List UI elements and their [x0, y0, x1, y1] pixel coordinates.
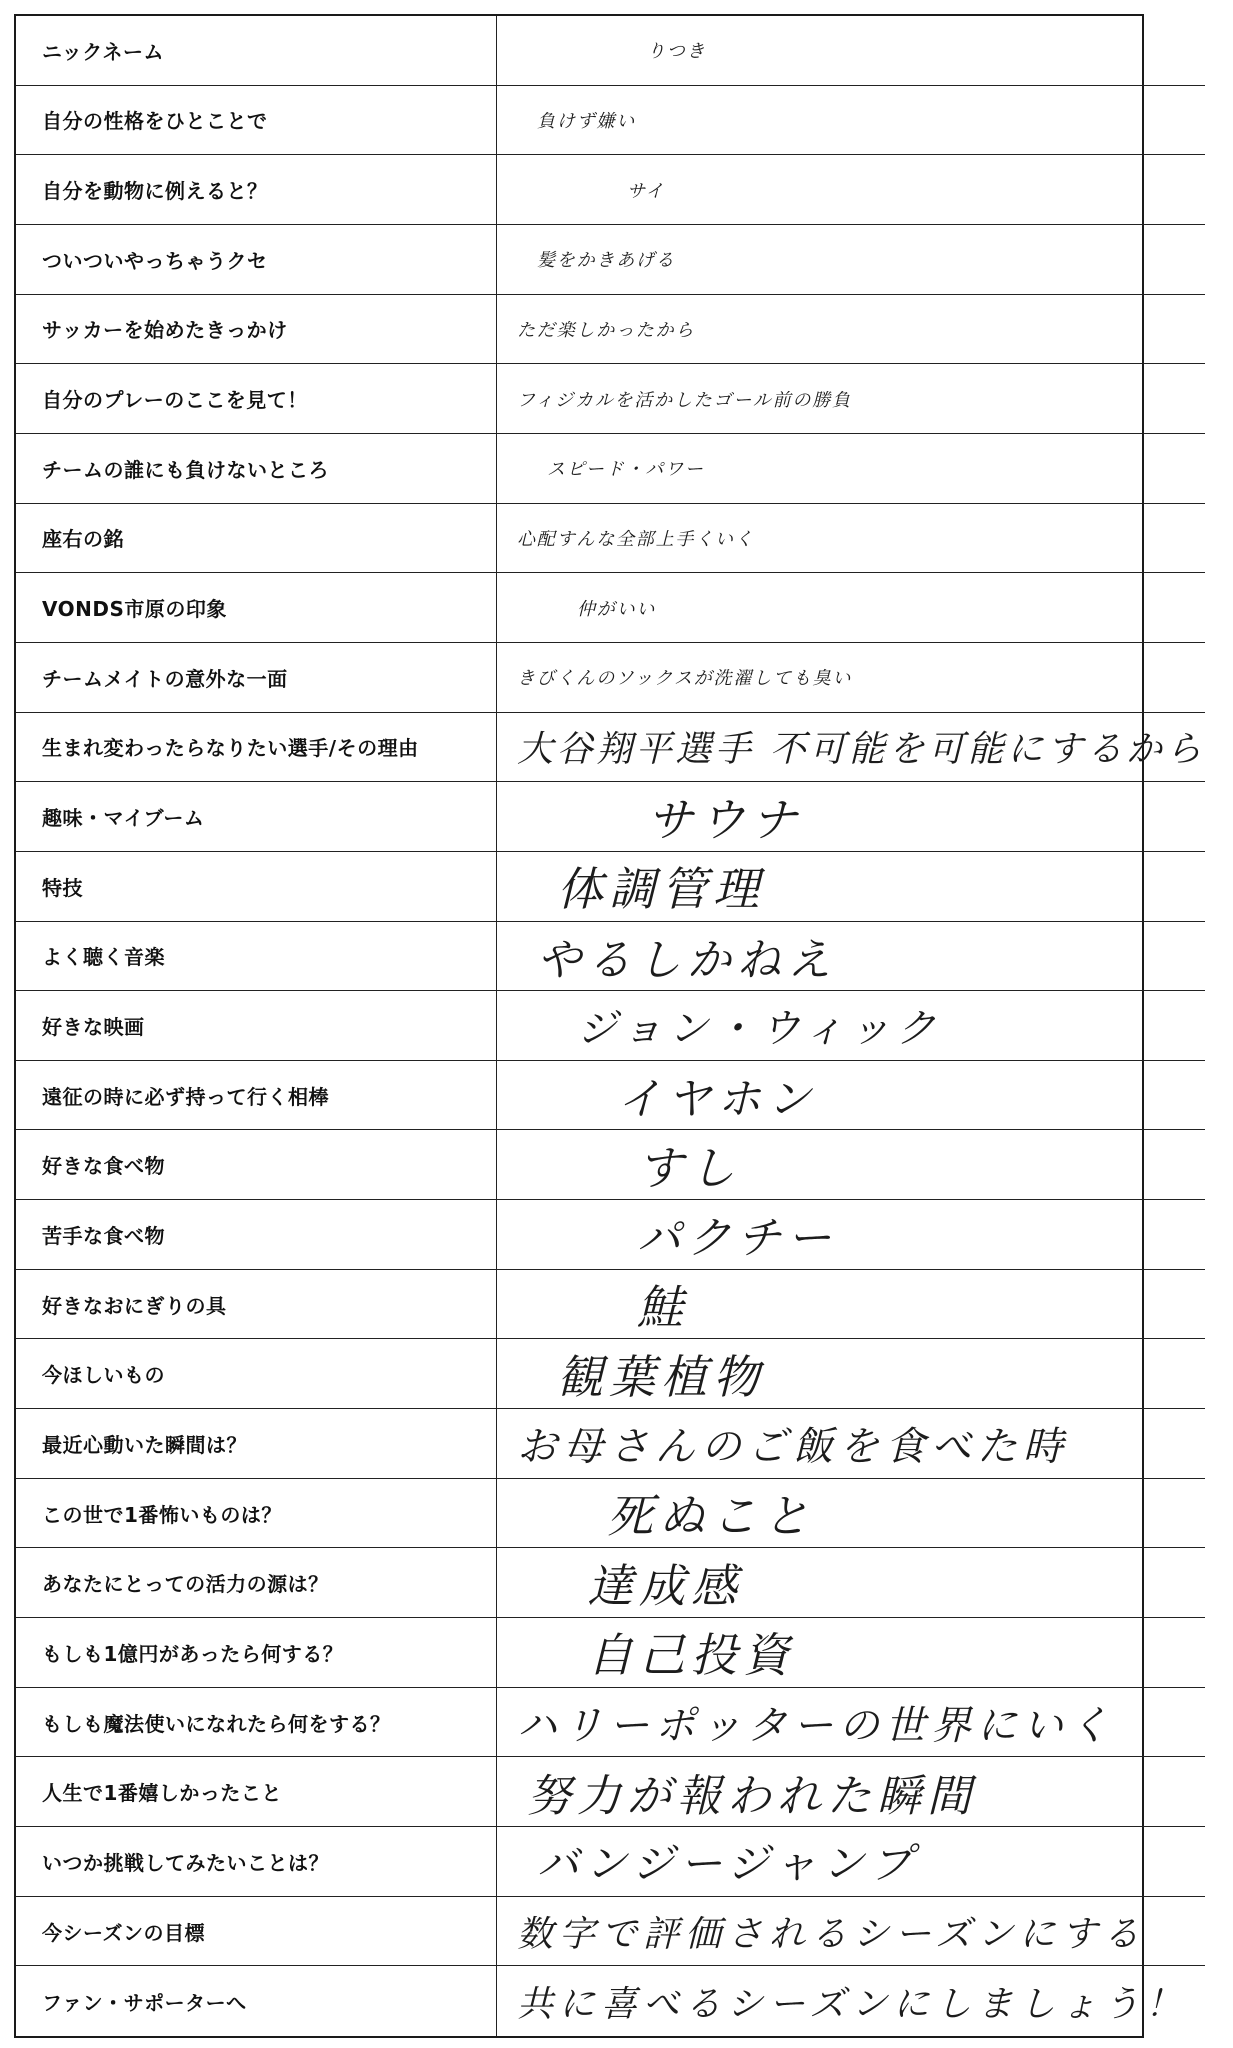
question-label: ついついやっちゃうクセ [16, 225, 497, 294]
handwritten-answer: 負けず嫌い [537, 110, 636, 132]
question-label: もしも1億円があったら何する？ [16, 1618, 497, 1687]
question-label: 人生で1番嬉しかったこと [16, 1757, 497, 1826]
table-row [16, 852, 1205, 922]
table-row [16, 1966, 1205, 2036]
handwritten-answer: 自己投資 [587, 1628, 795, 1683]
question-label: いつか挑戦してみたいことは？ [16, 1827, 497, 1896]
handwritten-answer: ただ楽しかったから [517, 319, 696, 341]
handwritten-answer: 体調管理 [557, 862, 765, 917]
handwritten-answer: サウナ [647, 792, 803, 847]
question-label: 自分の性格をひとことで [16, 86, 497, 155]
handwritten-answer: 心配すんな全部上手くいく [517, 528, 755, 550]
table-row [16, 1409, 1205, 1479]
handwritten-answer: 鮭 [637, 1280, 689, 1335]
handwritten-answer: スピード・パワー [547, 459, 705, 481]
question-label: 最近心動いた瞬間は？ [16, 1409, 497, 1478]
handwritten-answer: バンジージャンプ [537, 1839, 919, 1889]
handwritten-answer: 死ぬこと [607, 1489, 815, 1544]
question-label: サッカーを始めたきっかけ [16, 295, 497, 364]
handwritten-answer: パクチー [637, 1213, 837, 1265]
handwritten-answer: サイ [627, 180, 666, 202]
handwritten-answer: お母さんのご飯を食べた時 [517, 1423, 1069, 1470]
handwritten-answer: 仲がいい [577, 598, 657, 620]
question-label: あなたにとっての活力の源は？ [16, 1548, 497, 1617]
handwritten-answer: 努力が報われた瞬間 [527, 1770, 977, 1822]
table-row [16, 1548, 1205, 1618]
handwritten-answer: 達成感 [587, 1558, 743, 1613]
table-row [16, 155, 1205, 225]
handwritten-answer: 数字で評価されるシーズンにする [517, 1913, 1146, 1955]
handwritten-answer: 髪をかきあげる [537, 250, 676, 272]
table-row [16, 991, 1205, 1061]
table-row [16, 434, 1205, 504]
question-label: 苦手な食べ物 [16, 1200, 497, 1269]
handwritten-answer: 共に喜べるシーズンにしましょう！ [517, 1983, 1188, 2025]
table-row [16, 1339, 1205, 1409]
question-label: 趣味・マイブーム [16, 782, 497, 851]
table-row [16, 922, 1205, 992]
table-row [16, 225, 1205, 295]
handwritten-answer: すし [637, 1140, 741, 1195]
table-row [16, 1827, 1205, 1897]
question-label: 自分のプレーのここを見て！ [16, 364, 497, 433]
handwritten-answer: フィジカルを活かしたゴール前の勝負 [517, 389, 852, 411]
question-label: 今ほしいもの [16, 1339, 497, 1408]
handwritten-answer: ジョン・ウィック [577, 1005, 942, 1052]
table-row [16, 713, 1205, 783]
handwritten-answer: やるしかねえ [537, 934, 837, 986]
table-row [16, 364, 1205, 434]
question-label: 今シーズンの目標 [16, 1897, 497, 1966]
table-row [16, 1897, 1205, 1967]
table-row [16, 16, 1205, 86]
table-row [16, 86, 1205, 156]
table-row [16, 504, 1205, 574]
question-label: 遠征の時に必ず持って行く相棒 [16, 1061, 497, 1130]
question-label: 生まれ変わったらなりたい選手/その理由 [16, 713, 497, 782]
question-label: 好きな映画 [16, 991, 497, 1060]
question-label: 好きなおにぎりの具 [16, 1270, 497, 1339]
question-label: 特技 [16, 852, 497, 921]
table-row [16, 1618, 1205, 1688]
question-label: ファン・サポーターへ [16, 1966, 497, 2036]
table-row [16, 573, 1205, 643]
handwritten-answer: 大谷翔平選手 不可能を可能にするから [517, 729, 1206, 771]
question-label: チームメイトの意外な一面 [16, 643, 497, 712]
question-label: VONDS市原の印象 [16, 573, 497, 642]
handwritten-answer: 観葉植物 [557, 1349, 765, 1404]
table-row [16, 1061, 1205, 1131]
question-label: 好きな食べ物 [16, 1130, 497, 1199]
table-row [16, 1688, 1205, 1758]
table-row [16, 1200, 1205, 1270]
table-row [16, 1270, 1205, 1340]
handwritten-answer: ハリーポッターの世界にいく [517, 1702, 1115, 1749]
question-label: 座右の銘 [16, 504, 497, 573]
handwritten-answer: きびくんのソックスが洗濯しても臭い [517, 668, 853, 690]
question-label: チームの誰にも負けないところ [16, 434, 497, 503]
question-label: この世で1番怖いものは？ [16, 1479, 497, 1548]
table-row [16, 643, 1205, 713]
question-label: ニックネーム [16, 16, 497, 85]
table-row [16, 782, 1205, 852]
question-label: よく聴く音楽 [16, 922, 497, 991]
question-label: 自分を動物に例えると？ [16, 155, 497, 224]
question-label: もしも魔法使いになれたら何をする？ [16, 1688, 497, 1757]
table-row [16, 1130, 1205, 1200]
handwritten-answer: りつき [647, 41, 707, 63]
questionnaire-table [14, 14, 1206, 2038]
table-row [16, 1757, 1205, 1827]
handwritten-answer: イヤホン [617, 1074, 817, 1126]
table-row [16, 1479, 1205, 1549]
table-row [16, 295, 1205, 365]
